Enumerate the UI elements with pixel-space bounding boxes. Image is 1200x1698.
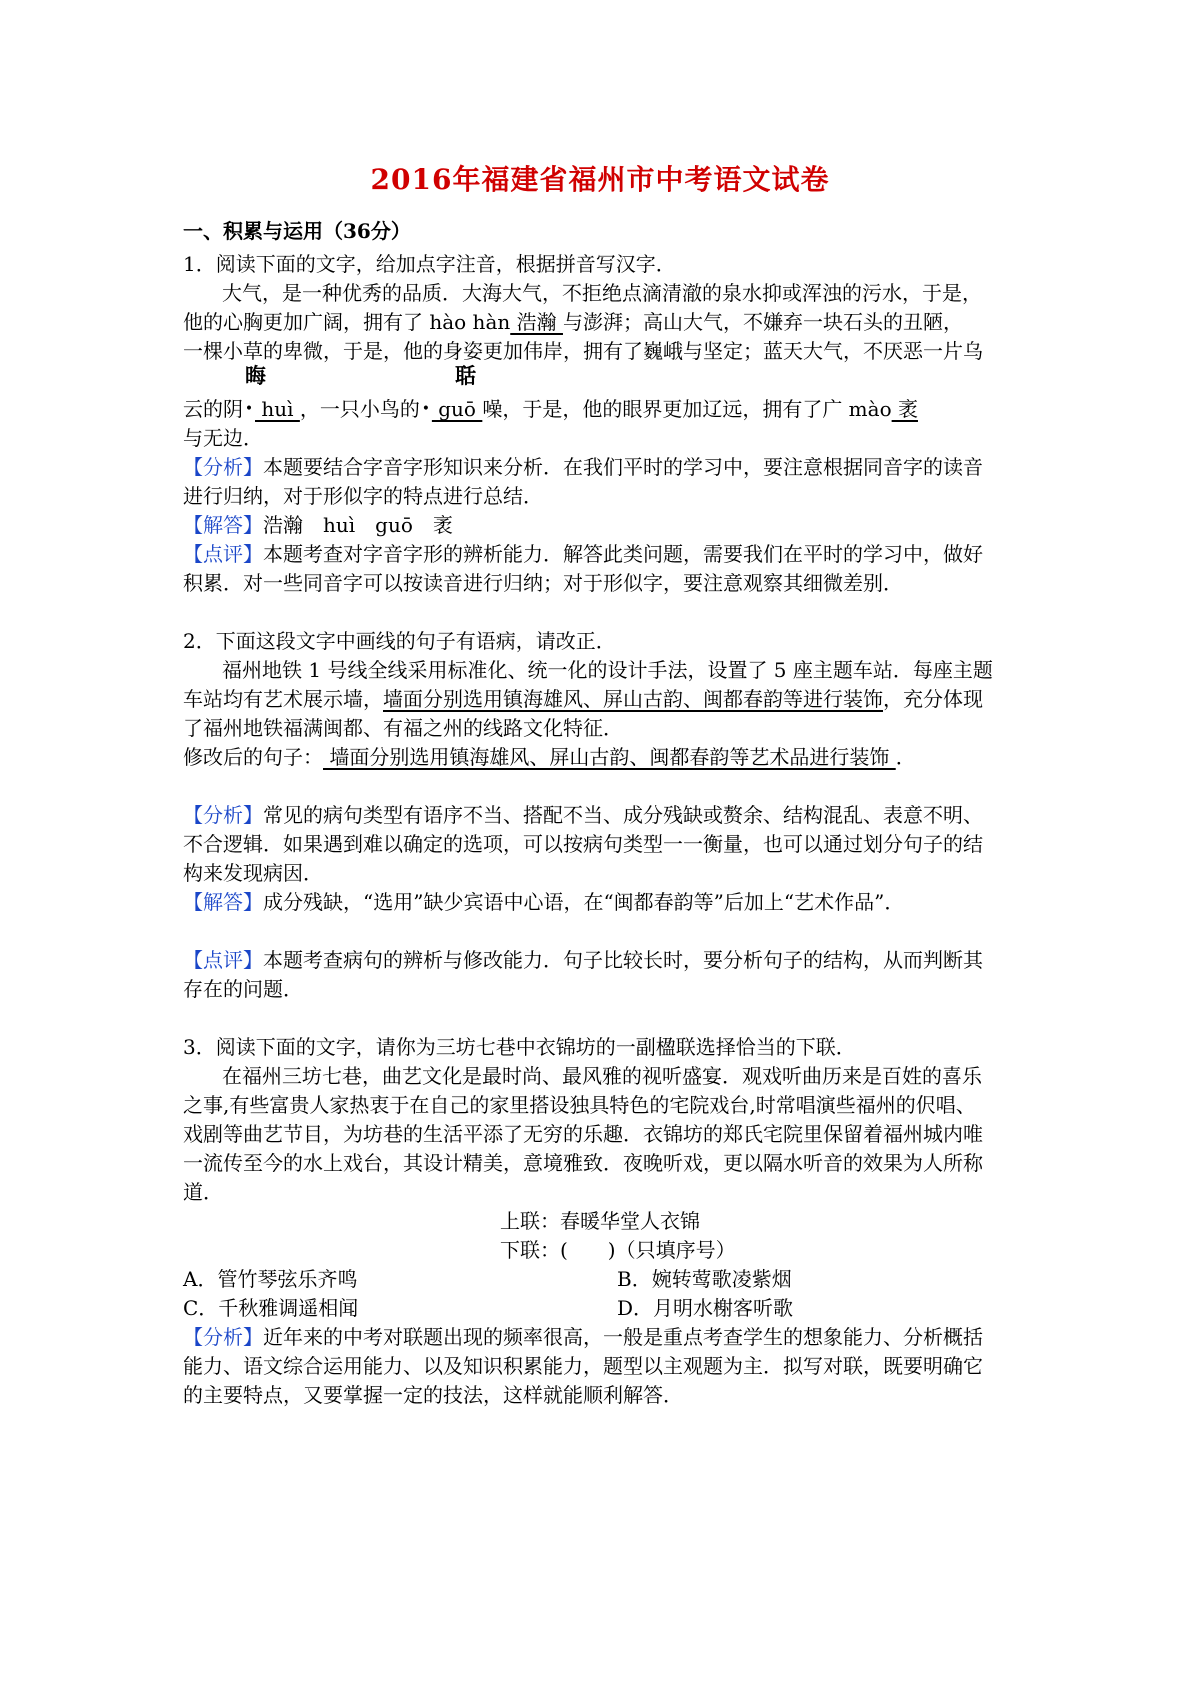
analysis-tag: 【分析】 bbox=[183, 803, 263, 827]
q2-answer: 【解答】成分残缺，“选用”缺少宾语中心语，在“闽都春韵等”后加上“艺术作品”． bbox=[183, 890, 905, 914]
option-b: B．婉转莺歌凌紫烟 bbox=[617, 1267, 792, 1291]
option-d: D．月明水榭客听歌 bbox=[617, 1296, 794, 1320]
answer-blank: 墙面分别选用镇海雄风、屏山古韵、闽都春韵等艺术品进行装饰 bbox=[323, 745, 896, 769]
comment-tag: 【点评】 bbox=[183, 948, 263, 972]
q2-para-line: 福州地铁 1 号线全线采用标准化、统一化的设计手法，设置了 5 座主题车站．每座主题 bbox=[222, 658, 993, 682]
underlined-sentence: 墙面分别选用镇海雄风、屏山古韵、闽都春韵等进行装饰 bbox=[383, 687, 883, 711]
q1-para-line: 他的心胸更加广阔，拥有了 hào hàn 浩瀚 与澎湃；高山大气，不嫌弃一块石头的丑陋， bbox=[183, 310, 963, 334]
q2-para-line: 了福州地铁福满闽都、有福之州的线路文化特征． bbox=[183, 716, 623, 740]
q1-comment: 【点评】本题考查对字音字形的辨析能力．解答此类问题，需要我们在平时的学习中，做好 bbox=[183, 542, 983, 566]
analysis-tag: 【分析】 bbox=[183, 455, 263, 479]
q3-para-line: 道． bbox=[183, 1180, 223, 1204]
q3-para-line: 在福州三坊七巷，曲艺文化是最时尚、最风雅的视听盛宴．观戏听曲历来是百姓的喜乐 bbox=[222, 1064, 982, 1088]
q2-revision: 修改后的句子： 墙面分别选用镇海雄风、屏山古韵、闽都春韵等艺术品进行装饰 ． bbox=[183, 745, 916, 769]
q2-para-line: 车站均有艺术展示墙，墙面分别选用镇海雄风、屏山古韵、闽都春韵等进行装饰，充分体现 bbox=[183, 687, 983, 711]
q2-prompt: 2．下面这段文字中画线的句子有语病，请改正． bbox=[183, 629, 616, 653]
answer-tag: 【解答】 bbox=[183, 890, 263, 914]
q1-analysis-cont: 进行归纳，对于形似字的特点进行总结． bbox=[183, 484, 543, 508]
q3-para-line: 戏剧等曲艺节目，为坊巷的生活平添了无穷的乐趣．衣锦坊的郑氏宅院里保留着福州城内唯 bbox=[183, 1122, 983, 1146]
comment-tag: 【点评】 bbox=[183, 542, 263, 566]
emphasis-dot-icon: • bbox=[421, 401, 430, 417]
q2-analysis-cont: 不合逻辑．如果遇到难以确定的选项，可以按病句类型一一衡量，也可以通过划分句子的结 bbox=[183, 832, 983, 856]
couplet-lower: 下联：( )（只填序号） bbox=[500, 1238, 736, 1262]
q1-para-line: 与无边． bbox=[183, 426, 263, 450]
q3-prompt: 3．阅读下面的文字，请你为三坊七巷中衣锦坊的一副楹联选择恰当的下联． bbox=[183, 1035, 856, 1059]
q3-para-line: 之事,有些富贵人家热衷于在自己的家里搭设独具特色的宅院戏台,时常唱演些福州的伬唱、 bbox=[183, 1093, 976, 1117]
couplet-upper: 上联：春暖华堂人衣锦 bbox=[500, 1209, 700, 1233]
q1-prompt: 1．阅读下面的文字，给加点字注音，根据拼音写汉字． bbox=[183, 252, 676, 276]
q3-para-line: 一流传至今的水上戏台，其设计精美，意境雅致．夜晚听戏，更以隔水听音的效果为人所称 bbox=[183, 1151, 983, 1175]
answer-tag: 【解答】 bbox=[183, 513, 263, 537]
q2-analysis: 【分析】常见的病句类型有语序不当、搭配不当、成分残缺或赘余、结构混乱、表意不明、 bbox=[183, 803, 983, 827]
option-c: C．千秋雅调遥相闻 bbox=[183, 1296, 359, 1320]
q3-analysis-cont: 能力、语文综合运用能力、以及知识积累能力，题型以主观题为主．拟写对联，既要明确它 bbox=[183, 1354, 983, 1378]
answer-blank: 浩瀚 bbox=[510, 310, 563, 334]
q3-analysis-cont: 的主要特点，又要掌握一定的技法，这样就能顺利解答． bbox=[183, 1383, 683, 1407]
page-title: 2016年福建省福州市中考语文试卷 bbox=[370, 163, 830, 196]
answer-blank: guō bbox=[431, 397, 483, 421]
q2-comment: 【点评】本题考查病句的辨析与修改能力．句子比较长时，要分析句子的结构，从而判断其 bbox=[183, 948, 983, 972]
q1-para-line: 大气，是一种优秀的品质．大海大气，不拒绝点滴清澈的泉水抑或浑浊的污水，于是， bbox=[222, 281, 982, 305]
analysis-tag: 【分析】 bbox=[183, 1325, 263, 1349]
q3-analysis: 【分析】近年来的中考对联题出现的频率很高，一般是重点考查学生的想象能力、分析概括 bbox=[183, 1325, 983, 1349]
emphasis-dot-icon: • bbox=[244, 401, 254, 417]
q1-para-line: 一棵小草的卑微，于是，他的身姿更加伟岸，拥有了巍峨与坚定；蓝天大气，不厌恶一片乌 bbox=[183, 339, 983, 363]
q2-analysis-cont: 构来发现病因． bbox=[183, 861, 323, 885]
q1-comment-cont: 积累．对一些同音字可以按读音进行归纳；对于形似字，要注意观察其细微差别． bbox=[183, 571, 903, 595]
dotted-char-annotation: 聒 bbox=[455, 363, 476, 388]
q1-answer: 【解答】浩瀚 huì guō 袤 bbox=[183, 513, 453, 537]
answer-blank: huì bbox=[255, 397, 300, 421]
answer-blank: 袤 bbox=[891, 397, 918, 421]
q1-para-line: 云的阴 • huì ，一只小鸟的 • guō 噪，于是，他的眼界更加辽远，拥有了广 mào 袤 bbox=[183, 397, 918, 421]
section-heading: 一、积累与运用（36分） bbox=[183, 219, 411, 243]
q1-analysis: 【分析】本题要结合字音字形知识来分析．在我们平时的学习中，要注意根据同音字的读音 bbox=[183, 455, 983, 479]
dotted-char-annotation: 晦 bbox=[245, 363, 266, 388]
option-a: A．管竹琴弦乐齐鸣 bbox=[183, 1267, 358, 1291]
q2-comment-cont: 存在的问题． bbox=[183, 977, 303, 1001]
